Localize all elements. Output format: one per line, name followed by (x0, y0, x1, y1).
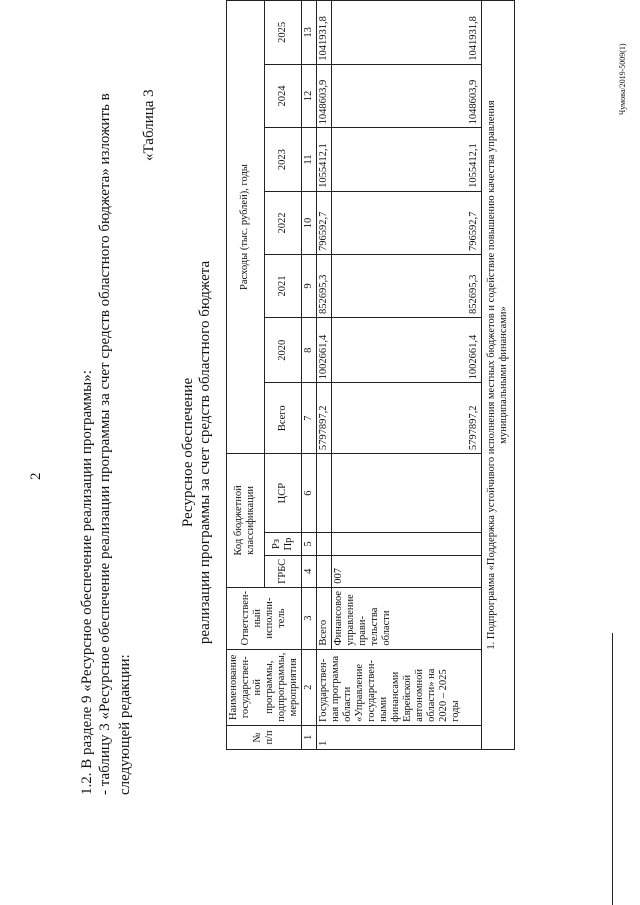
colnum-7: 7 (302, 383, 317, 454)
intro-line-2: - таблицу 3 «Ресурсное обеспечение реализации программы за счет средств областного бюджета» изложить в (97, 93, 113, 795)
header-name: Наименование государствен-ной программы, подпрограммы, мероприятия (227, 649, 302, 725)
column-numbers-row (302, 1, 317, 750)
colnum-6: 6 (302, 454, 317, 533)
header-num: № п/п (227, 725, 302, 749)
header-2024: 2024 (264, 64, 302, 128)
fin-2025: 1041931,8 (332, 1, 482, 65)
table-row-financial-department (332, 1, 482, 750)
table-caption-line-1: Ресурсное обеспечение (180, 377, 196, 528)
page-number: 2 (28, 472, 44, 480)
colnum-9: 9 (302, 254, 317, 317)
table-label: «Таблица 3 (141, 89, 157, 161)
header-2021: 2021 (264, 254, 302, 317)
header-2020: 2020 (264, 318, 302, 383)
header-responsible: Ответствен-ный исполни-тель (227, 587, 302, 649)
fin-2022: 796592,7 (332, 191, 482, 254)
table-caption-line-2: реализации программы за счет средств областного бюджета (197, 260, 213, 645)
colnum-3: 3 (302, 587, 317, 649)
header-total: Всего (264, 383, 302, 454)
header-code-group: Код бюджетной классификации (227, 454, 265, 588)
intro-line-3: следующей редакции: (117, 654, 133, 795)
total-2020: 1002661,4 (317, 318, 332, 383)
colnum-5: 5 (302, 533, 317, 556)
intro-line-1: 1.2. В разделе 9 «Ресурсное обеспечение реализации программы»: (79, 370, 95, 795)
header-2025: 2025 (264, 1, 302, 65)
header-2022: 2022 (264, 191, 302, 254)
total-2022: 796592,7 (317, 191, 332, 254)
total-2024: 1048603,9 (317, 64, 332, 128)
responsible-financial-department: Финансовое управление прави-тельства области (332, 587, 482, 649)
header-row-1 (227, 1, 265, 750)
header-rzpr: Рз Пр (264, 533, 302, 556)
grbs-code: 007 (332, 555, 482, 587)
table-row-subprogram (482, 1, 515, 750)
rzpr-empty-2 (332, 533, 482, 556)
fin-2024: 1048603,9 (332, 64, 482, 128)
csr-empty-2 (332, 454, 482, 533)
fin-2020: 1002661,4 (332, 318, 482, 383)
total-2023: 1055412,1 (317, 128, 332, 192)
colnum-1: 1 (302, 725, 317, 749)
colnum-10: 10 (302, 191, 317, 254)
program-name: Государствен-ная программа области «Управление государствен-ными финансами Еврейской автономной области» на 2020 – 2025 годы (317, 649, 482, 725)
grbs-empty (317, 555, 332, 587)
header-expenses-group: Расходы (тыс. рублей), годы (227, 1, 265, 454)
resource-table (226, 0, 515, 750)
colnum-8: 8 (302, 318, 317, 383)
total-all: 5797897,2 (317, 383, 332, 454)
fin-all: 5797897,2 (332, 383, 482, 454)
colnum-12: 12 (302, 64, 317, 128)
colnum-13: 13 (302, 1, 317, 65)
colnum-11: 11 (302, 128, 317, 192)
csr-empty (317, 454, 332, 533)
colnum-2: 2 (302, 649, 317, 725)
footer-divider (612, 633, 613, 905)
footer-code: Чумова/2019-5009(1) (618, 43, 627, 115)
header-csr: ЦСР (264, 454, 302, 533)
header-2023: 2023 (264, 128, 302, 192)
colnum-4: 4 (302, 555, 317, 587)
fin-2023: 1055412,1 (332, 128, 482, 192)
total-2025: 1041931,8 (317, 1, 332, 65)
total-2021: 852695,3 (317, 254, 332, 317)
rzpr-empty (317, 533, 332, 556)
row-num: 1 (317, 725, 482, 749)
responsible-total: Всего (317, 587, 332, 649)
table-row-program-total (317, 1, 332, 750)
fin-2021: 852695,3 (332, 254, 482, 317)
header-grbs: ГРБС (264, 555, 302, 587)
subprogram-title: 1. Подпрограмма «Поддержка устойчивого исполнения местных бюджетов и содействие повышению качества управления муниципальными финансами» (482, 1, 515, 750)
